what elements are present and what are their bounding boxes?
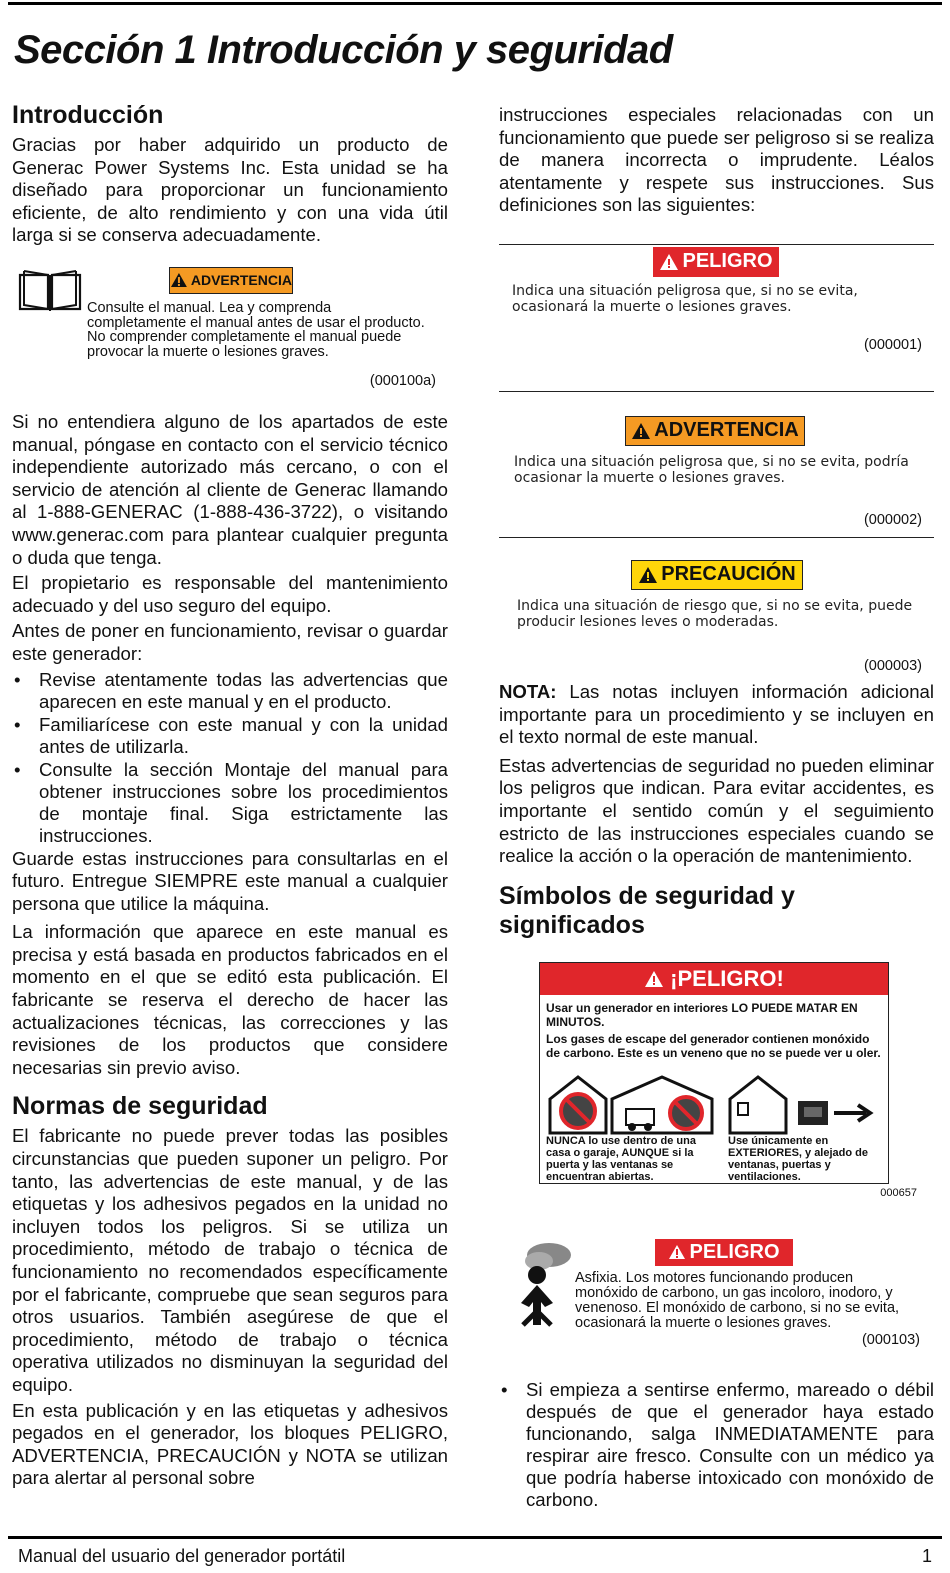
asphyxiation-icon [509,1241,575,1327]
intro-paragraph-6: La información que aparece en este manual es precisa y está basada en productos fabricados en el momento en el que se editó esta publicación. El fabricante se reserva el derecho de hacer las actualizaciones técnicas, las correcciones y las revisiones de los productos que considere necesarias sin previo aviso. [12,921,448,1078]
warning-triangle-icon [668,1244,686,1260]
sign-caption-left: NUNCA lo use dentro de una casa o garaje, AUNQUE si la puerta y las ventanas se encuentran abiertas. [546,1134,696,1183]
list-item: • Si empieza a sentirse enfermo, mareado o débil después de que el generador haya estado funcionando, salga INMEDIATAMENTE para respirar aire fresco. Consulte con un médico ya que podría haberse intoxicado con monóxido de carbono. [501,1378,934,1510]
outdoor-use-icon [726,1073,882,1135]
footer-title: Manual del usuario del generador portátil [18,1546,346,1566]
definition-precaucion [499,537,934,681]
definition-text: Indica una situación de riesgo que, si no se evita, puede producir lesiones leves o moderadas. [517,597,913,631]
footer-rule [8,1536,942,1539]
definition-code: (000001) [863,336,922,353]
no-indoor-use-icon [546,1073,722,1135]
intro-heading: Introducción [12,101,164,129]
advertencia-tag: ADVERTENCIA [625,416,805,446]
section-title: Sección 1 Introducción y seguridad [14,28,673,72]
list-item: • Revise atentamente todas las advertencias que aparecen en este manual y en el producto. [14,668,448,712]
definition-peligro [499,244,934,391]
normas-paragraph-1: El fabricante no puede prever todas las posibles circunstancias que pueden suponer un peligro. Por tanto, las advertencias de este manual, y de las etiquetas y los adhesivos pegados en la unidad no incluyen todos los peligros. Si se utiliza un procedimiento, método de trabajo o técnica de funcionamiento no recomendados específicamente por el fabricante, compruebe que sean seguros para otros usuarios. También asegúrese de que el procedimiento, método de trabajo o técnica operativa utilizados no disminuyan la seguridad del equipo. [12,1125,448,1395]
warning-triangle-icon [631,422,651,440]
list-item: • Consulte la sección Montaje del manual para obtener instrucciones sobre los procedimientos de montaje final. Siga estrictamente las instrucciones. [14,758,448,846]
right-paragraph-2: Estas advertencias de seguridad no pueden eliminar los peligros que indican. Para evitar accidentes, es importante el sentido común y el seguimiento estricto de las instrucciones especiales cuando se realice la acción o la operación de mantenimiento. [499,754,934,867]
sign-caption-right: Use únicamente en EXTERIORES, y alejado de ventanas, puertas y ventilaciones. [728,1134,868,1183]
co-danger-sign [539,962,889,1184]
normas-heading: Normas de seguridad [12,1092,268,1121]
nota-text: Las notas incluyen información adicional importante para un procedimiento y se incluyen en el texto normal de este manual. [499,680,935,748]
definition-text: Indica una situación peligrosa que, si no se evita, ocasionará la muerte o lesiones graves. [512,282,858,316]
right-column [499,104,934,1512]
warning-tag [169,267,293,294]
asfixia-text: Asfixia. Los motores funcionando producen monóxido de carbono, un gas incoloro, inodoro, y venenoso. El monóxido de carbono, si no se evita, ocasionará la muerte o lesiones graves. [575,1269,900,1331]
definition-advertencia [499,391,934,537]
intro-paragraph-5: Guarde estas instrucciones para consultarlas en el futuro. Entregue SIEMPRE este manual a cualquier persona que utilice la máquina. [12,847,448,914]
warning-triangle-icon [659,253,679,271]
asfixia-peligro-tag: PELIGRO [655,1239,793,1266]
warning-tag-label: ADVERTENCIA [190,272,292,289]
intro-paragraph-2: Si no entendiera alguno de los apartados de este manual, póngase en contacto con el servicio técnico independiente autorizado más cercano, o con el servicio de atención al cliente de Generac llamando al 1-888-GENERAC (1-888-436-3722), o visitando www.generac.com para plantear cualquier pregunta o duda que tenga. [12,410,448,568]
manual-warning-text: Consulte el manual. Lea y comprenda completamente el manual antes de usar el producto. No comprender completamente el manual puede provocar la muerte o lesiones graves. [87,299,425,360]
symbols-heading: Símbolos de seguridad y significados [499,881,795,939]
right-paragraph-1: instrucciones especiales relacionadas con un funcionamiento que puede ser peligroso si se realiza de manera incorrecta o imprudente. Léalos atentamente y respete sus instrucciones. Sus definiciones son las siguientes: [499,104,934,216]
peligro-tag: PELIGRO [653,247,779,277]
warning-triangle-icon [170,272,188,288]
warning-triangle-icon [644,970,664,988]
nota-label: NOTA: [499,680,557,702]
open-book-icon [18,269,82,313]
left-column [12,100,448,1493]
list-item: • Familiarícese con este manual y con la unidad antes de utilizarla. [14,713,448,757]
intro-paragraph-3: El propietario es responsable del mantenimiento adecuado y del uso seguro del equipo. [12,572,448,616]
definition-text: Indica una situación peligrosa que, si no se evita, podría ocasionar la muerte o lesiones graves. [514,453,909,487]
manual-warning-code: (000100a) [369,372,436,389]
manual-warning-block [12,267,448,389]
intro-paragraph-4: Antes de poner en funcionamiento, revisar o guardar este generador: [12,620,448,664]
sign-code: 000657 [880,1186,917,1199]
definition-code: (000002) [863,511,922,528]
sign-header: ¡PELIGRO! [540,963,888,995]
sign-text-2: Los gases de escape del generador contienen monóxido de carbono. Este es un veneno que no se puede ver u oler. [546,1031,881,1060]
warning-triangle-icon [638,566,658,584]
asfixia-code: (000103) [861,1331,920,1348]
normas-paragraph-2: En esta publicación y en las etiquetas y adhesivos pegados en el generador, los bloques PELIGRO, ADVERTENCIA, PRECAUCIÓN y NOTA se utilizan para alertar al personal sobre [12,1399,448,1489]
precaucion-tag: PRECAUCIÓN [631,560,803,590]
asfixia-warning-block [499,1239,934,1379]
sign-text-1: Usar un generador en interiores LO PUEDE MATAR EN MINUTOS. [546,1000,858,1030]
intro-paragraph-1: Gracias por haber adquirido un producto de Generac Power Systems Inc. Esta unidad se ha diseñado para proporcionar un funcionamiento eficiente, de alto rendimiento y con una vida útil larga si se conserva adecuadamente. [12,134,448,246]
definition-code: (000003) [863,657,922,674]
top-rule [8,2,942,5]
nota-paragraph [499,681,934,749]
page-number: 1 [921,1546,932,1566]
